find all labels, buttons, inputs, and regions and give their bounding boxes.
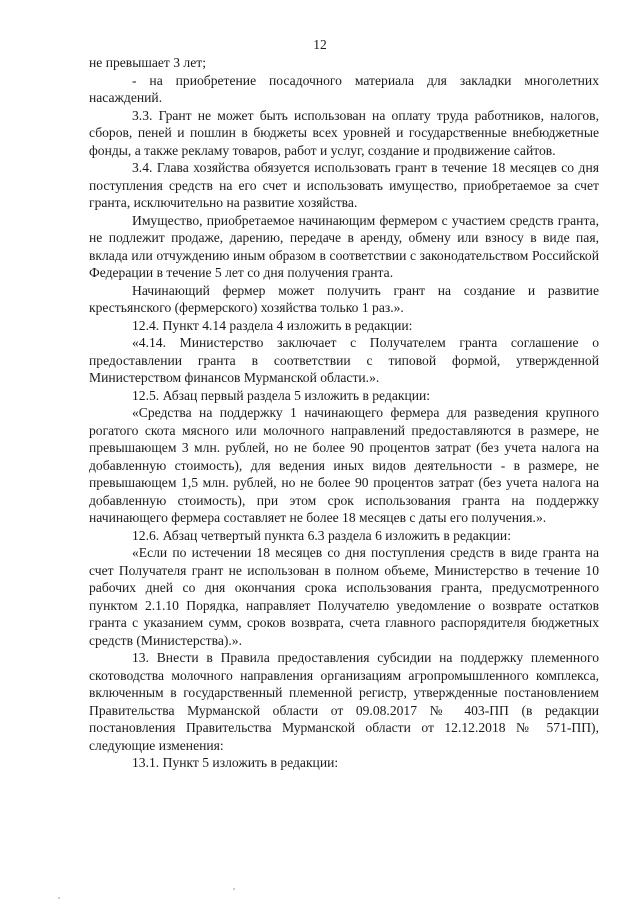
scan-artifact: [233, 888, 235, 890]
paragraph-12-6: 12.6. Абзац четвертый пункта 6.3 раздела 6 изложить в редакции:: [132, 527, 511, 543]
paragraph-continuation: не превышает 3 лет;: [89, 55, 206, 70]
paragraph-6-3-quote: «Если по истечении 18 месяцев со дня поступления средств в виде гранта на счет Получателя грант не использован в полном объеме, Министерство в течение 10 рабочих дней со дня окончания срока использования гранта, предусмотренного пунктом 2.1.10 Порядка, направляет Получателю уведомление о возврате остатков гранта с указанием сумм, сроков возврата, счета главного распорядителя бюджетных средств (Министерства).».: [89, 545, 599, 648]
paragraph-13-1: 13.1. Пункт 5 изложить в редакции:: [132, 755, 339, 770]
paragraph-12-4: 12.4. Пункт 4.14 раздела 4 изложить в редакции:: [132, 317, 413, 333]
document-body: [89, 54, 599, 772]
paragraph-property-restriction: Имущество, приобретаемое начинающим фермером с участием средств гранта, не подлежит продаже, дарению, передаче в аренду, обмену или взносу в виде пая, вклада или отчуждению иным образом в соответствии с законодательством Российской Федерации в течение 5 лет со дня получения гранта.: [89, 212, 599, 280]
paragraph-12-5: 12.5. Абзац первый раздела 5 изложить в редакции:: [132, 387, 431, 403]
paragraph-13: 13. Внести в Правила предоставления субсидии на поддержку племенного скотоводства молочного направления организациям агропромышленного комплекса, включенным в государственный племенной регистр, утвержденные постановлением Правительства Мурманской области от 09.08.2017 № 403-ПП (в редакции постановления Правительства Мурманской области от 12.12.2018 № 571-ПП), следующие изменения:: [89, 650, 599, 753]
scan-artifact: [58, 897, 60, 899]
paragraph-grant-once: Начинающий фермер может получить грант на создание и развитие крестьянского (фермерского) хозяйства только 1 раз.».: [89, 282, 599, 315]
page-number: 12: [313, 37, 327, 52]
paragraph-3-3: 3.3. Грант не может быть использован на оплату труда работников, налогов, сборов, пеней и пошлин в бюджеты всех уровней и государственные внебюджетные фонды, а также рекламу товаров, работ и услуг, создание и продвижение сайтов.: [89, 107, 599, 158]
paragraph-list-item-planting-material: - на приобретение посадочного материала для закладки многолетних насаждений.: [89, 72, 599, 105]
paragraph-section-5-quote: «Средства на поддержку 1 начинающего фермера для разведения крупного рогатого скота мясного или молочного направлений предоставляются в размере, не превышающем 3 млн. рублей, но не более 90 процентов затрат (без учета налога на добавленную стоимость), для ведения иных видов деятельности - в размере, не превышающем 1,5 млн. рублей, но не более 90 процентов затрат (без учета налога на добавленную стоимость), при этом срок использования гранта на поддержку начинающего фермера составляет не более 18 месяцев с даты его получения.».: [89, 405, 599, 525]
paragraph-4-14-quote: «4.14. Министерство заключает с Получателем гранта соглашение о предоставлении гранта в соответствии с типовой формой, утвержденной Министерством финансов Мурманской области.».: [89, 335, 599, 385]
paragraph-3-4: 3.4. Глава хозяйства обязуется использовать грант в течение 18 месяцев со дня поступления средств на его счет и использовать имущество, приобретаемое за счет гранта, исключительно на развитие хозяйства.: [89, 160, 599, 210]
